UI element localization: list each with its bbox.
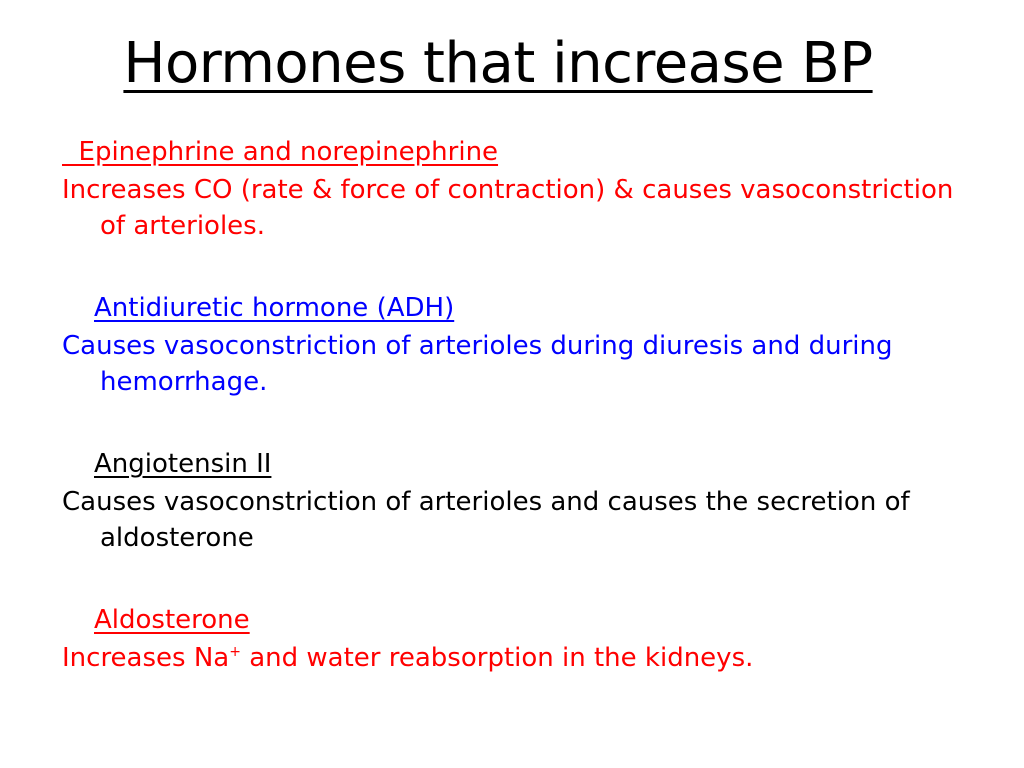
- section-body: [62, 640, 982, 676]
- section-body: Causes vasoconstriction of arterioles and causes the secretion of aldosterone: [62, 487, 910, 553]
- section-body: Increases CO (rate & force of contraction) & causes vasoconstriction of arterioles.: [62, 175, 954, 241]
- section-adh: [62, 290, 982, 400]
- section-heading: Antidiuretic hormone (ADH): [94, 293, 455, 323]
- section-body: Causes vasoconstriction of arterioles during diuresis and during hemorrhage.: [62, 331, 893, 397]
- section-aldosterone: [62, 602, 982, 676]
- body-suffix: and water reabsorption in the kidneys.: [240, 643, 754, 673]
- section-epinephrine: [62, 134, 982, 244]
- section-heading: Epinephrine and norepinephrine: [62, 137, 499, 167]
- section-angiotensin: [62, 446, 982, 556]
- body-prefix: Increases Na: [62, 643, 230, 673]
- section-heading: Aldosterone: [94, 605, 250, 635]
- sodium-superscript: +: [229, 644, 241, 660]
- slide-title: Hormones that increase BP: [123, 31, 873, 96]
- section-heading: Angiotensin II: [94, 449, 272, 479]
- slide-content: [62, 134, 982, 676]
